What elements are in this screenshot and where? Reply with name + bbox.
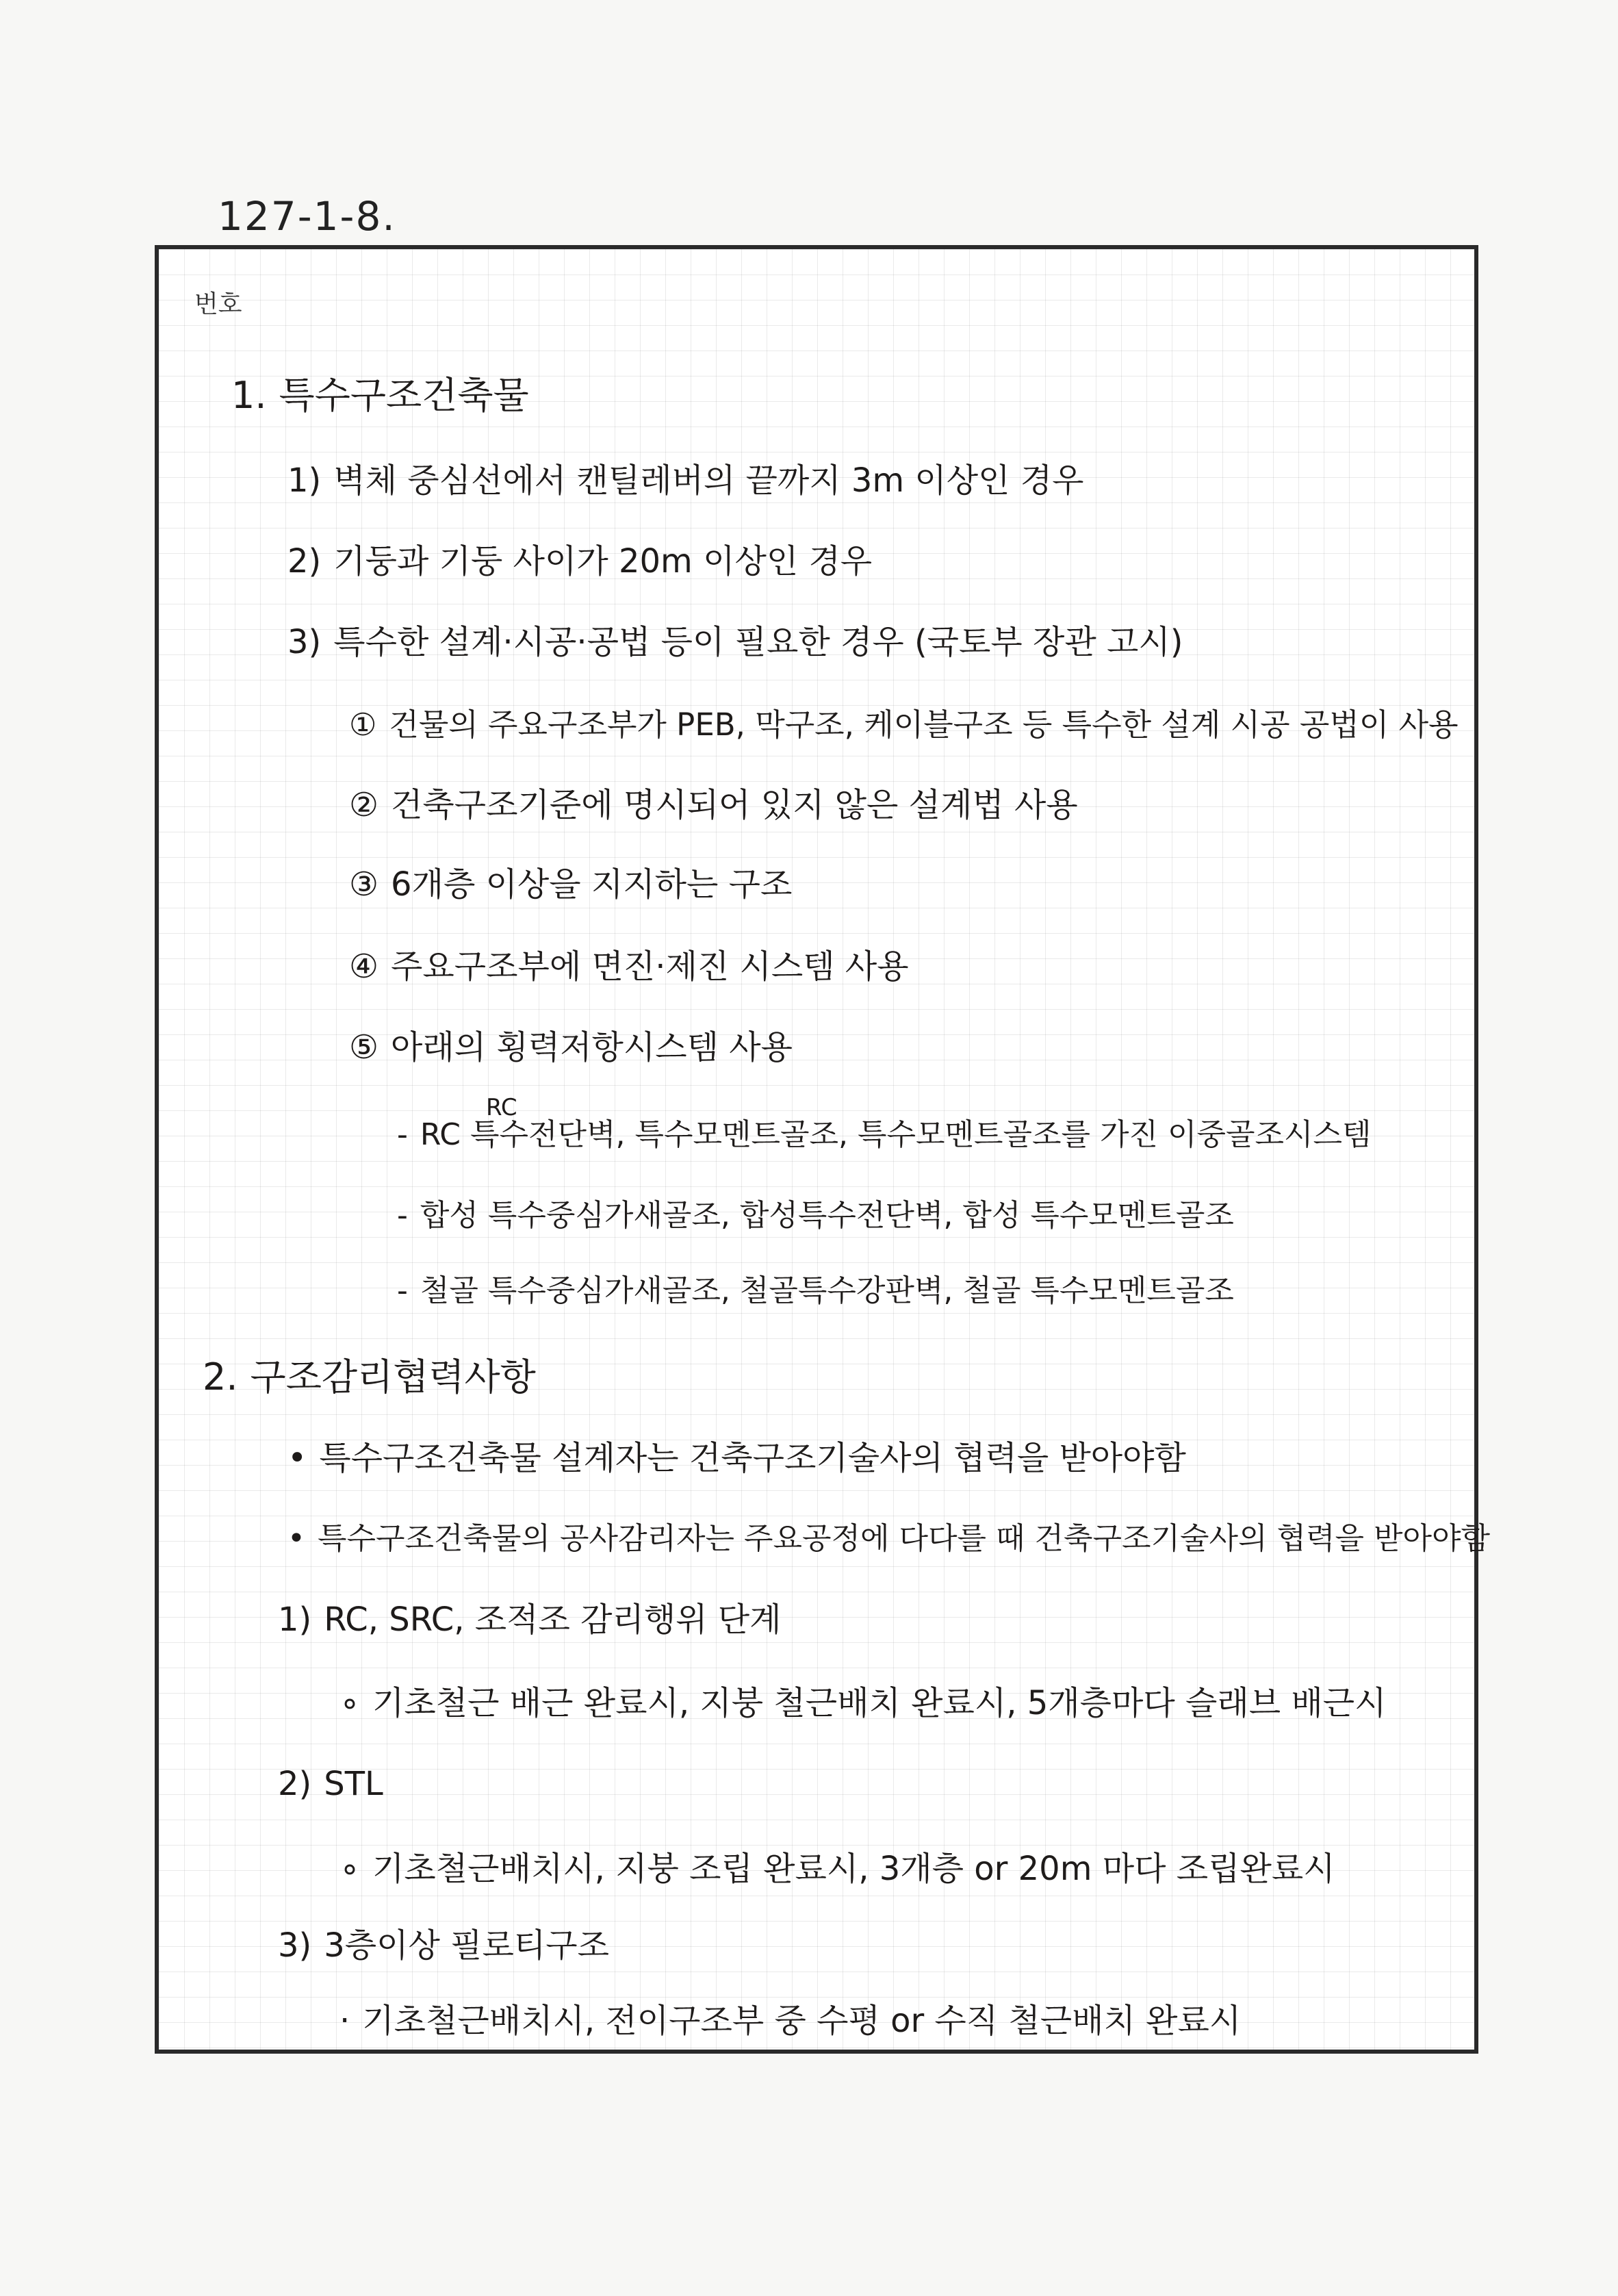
dash-marker: - [397,1117,408,1152]
section1-marker: 1. [231,374,267,417]
section1-heading [231,375,529,416]
sub-text: STL [324,1765,383,1803]
section2-sub-3 [278,1928,609,1964]
section2-bullet-1 [287,1440,1186,1477]
subitem-text: 아래의 횡력저항시스템 사용 [391,1028,793,1067]
sub-marker: 3) [278,1926,312,1965]
sub-item-marker: · [339,2002,350,2040]
section1-item-2 [287,544,872,580]
subitem-marker: ① [349,706,377,743]
sub-marker: 2) [278,1765,312,1803]
bullet-marker: • [287,1521,305,1556]
sub-item-marker: ∘ [339,1684,361,1722]
section2-heading [203,1357,536,1397]
section2-sub-2-item [339,1851,1335,1887]
sub-item-text: 기초철근배치시, 전이구조부 중 수평 or 수직 철근배치 완료시 [362,2002,1242,2040]
sub-marker: 1) [278,1600,312,1639]
section1-subitem-4 [349,949,909,985]
sub-item-marker: ∘ [339,1850,361,1888]
section2-marker: 2. [203,1355,238,1399]
dash-marker: - [397,1198,408,1233]
item-text: 특수한 설계·시공·공법 등이 필요한 경우 (국토부 장관 고시) [333,623,1183,661]
system-text: 합성 특수중심가새골조, 합성특수전단벽, 합성 특수모멘트골조 [420,1198,1234,1233]
dash-marker: - [397,1273,408,1308]
section2-title: 구조감리협력사항 [250,1355,536,1399]
header-reference: 127-1-8. [218,193,396,240]
section1-subitem-3 [349,867,792,903]
section1-title: 특수구조건축물 [279,374,529,417]
system-text: RC 특수전단벽, 특수모멘트골조, 특수모멘트골조를 가진 이중골조시스템 [420,1117,1372,1152]
section1-subitem-5 [349,1030,793,1066]
section1-item-1 [287,463,1083,499]
item-marker: 2) [287,542,322,581]
sub-text: RC, SRC, 조적조 감리행위 단계 [324,1600,782,1639]
subitem-marker: ④ [349,947,379,986]
section2-sub-2 [278,1766,383,1802]
item-marker: 3) [287,623,322,661]
subitem-text: 건축구조기준에 명시되어 있지 않은 설계법 사용 [391,786,1078,824]
bullet-text: 특수구조건축물의 공사감리자는 주요공정에 다다를 때 건축구조기술사의 협력을 받아야함 [317,1521,1491,1556]
system-line-2 [397,1199,1234,1232]
section1-subitem-1 [349,708,1459,742]
sub-text: 3층이상 필로티구조 [324,1926,610,1965]
subitem-marker: ③ [349,865,379,904]
rc-superscript: RC [486,1094,517,1121]
system-line-3 [397,1275,1234,1308]
system-line-1 [397,1119,1372,1151]
section1-item-3 [287,624,1183,661]
item-text: 벽체 중심선에서 캔틸레버의 끝까지 3m 이상인 경우 [333,461,1084,500]
number-label: 번호 [194,290,242,318]
item-text: 기둥과 기둥 사이가 20m 이상인 경우 [333,542,873,581]
subitem-text: 건물의 주요구조부가 PEB, 막구조, 케이블구조 등 특수한 설계 시공 공법이 사용 [389,706,1459,743]
item-marker: 1) [287,461,322,500]
subitem-text: 6개층 이상을 지지하는 구조 [391,865,793,904]
system-text: 철골 특수중심가새골조, 철골특수강판벽, 철골 특수모멘트골조 [420,1273,1234,1308]
section2-sub-1-item [339,1685,1386,1722]
section2-bullet-2 [287,1522,1490,1555]
bullet-text: 특수구조건축물 설계자는 건축구조기술사의 협력을 받아야함 [319,1439,1186,1477]
subitem-text: 주요구조부에 면진·제진 시스템 사용 [391,947,909,986]
section2-sub-3-item [339,2003,1241,2039]
sub-item-text: 기초철근 배근 완료시, 지붕 철근배치 완료시, 5개층마다 슬래브 배근시 [372,1684,1387,1722]
sub-item-text: 기초철근배치시, 지붕 조립 완료시, 3개층 or 20m 마다 조립완료시 [372,1850,1335,1888]
subitem-marker: ⑤ [349,1028,379,1067]
subitem-marker: ② [349,786,379,824]
section2-sub-1 [278,1602,782,1638]
bullet-marker: • [287,1439,307,1477]
section1-subitem-2 [349,787,1078,824]
